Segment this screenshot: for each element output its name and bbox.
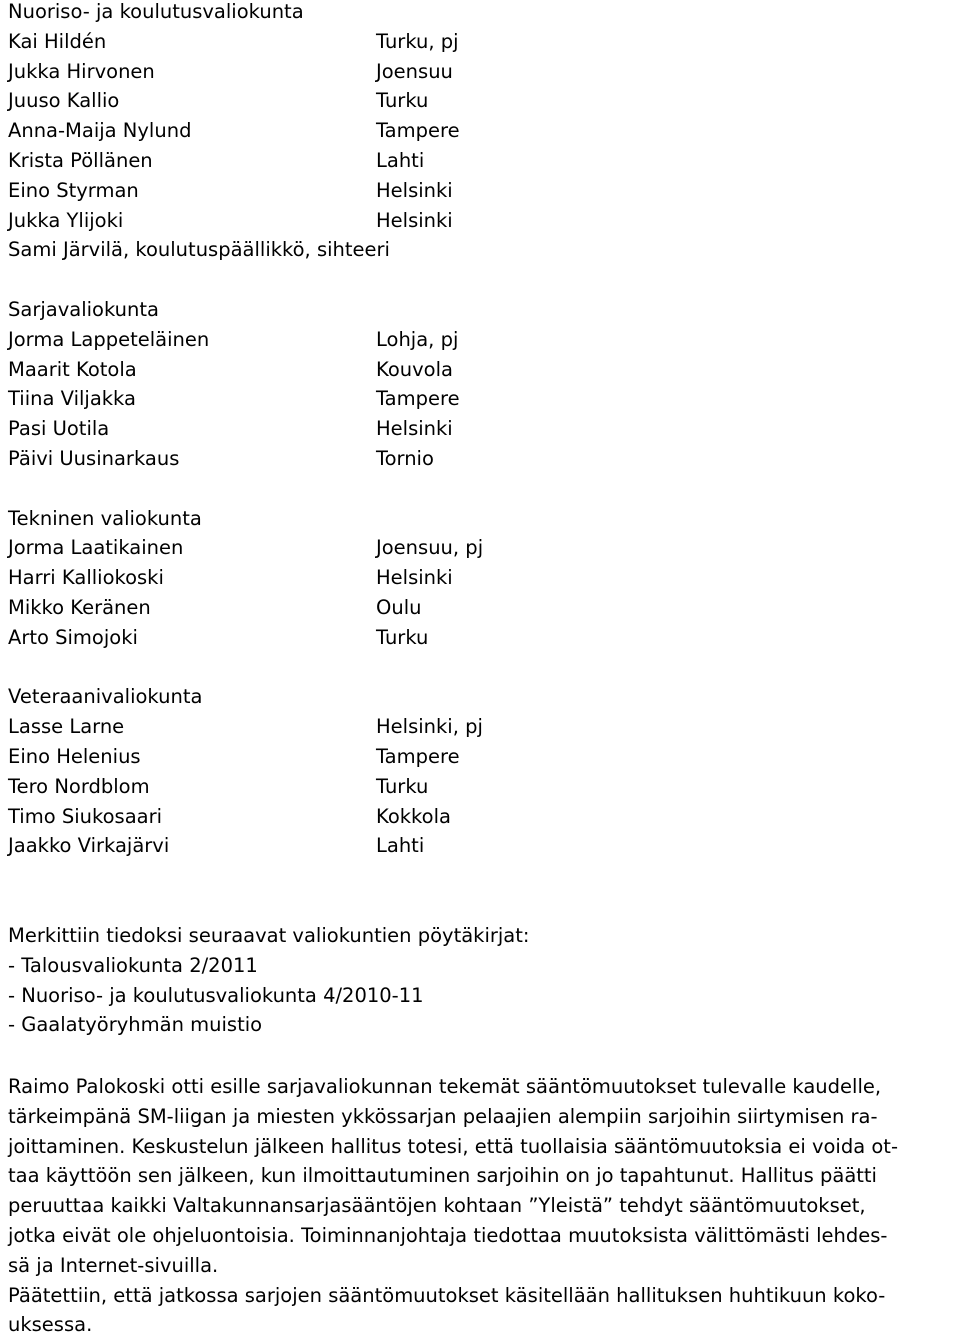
member-city: Helsinki [376,566,453,590]
member-name: Jukka Hirvonen [8,59,155,83]
paragraph-line: joittaminen. Keskustelun jälkeen hallitus totesi, että tuollaisia sääntömuutoksia ei voida ot- [8,1134,898,1158]
member-row [8,712,948,742]
member-row [8,623,948,653]
member-name: Päivi Uusinarkaus [8,447,180,470]
paragraph-line: sä ja Internet-sivuilla. [8,1253,219,1277]
member-row [8,742,948,772]
member-name: Jorma Laatikainen [8,536,184,560]
member-name: Arto Simojoki [8,625,138,649]
member-city: Kouvola [376,357,453,381]
member-name: Tero Nordblom [8,774,150,798]
member-city: Helsinki [376,208,453,232]
member-city: Turku [376,89,429,113]
minutes-item: - Talousvaliokunta 2/2011 [8,953,258,977]
paragraph-line: tärkeimpänä SM-liigan ja miesten ykkössarjan pelaajien alempiin sarjoihin siirtymisen ra- [8,1104,878,1128]
member-city: Turku [376,625,429,649]
member-name: Timo Siukosaari [8,804,163,828]
member-city: Lahti [376,834,425,858]
committee-title: Sarjavaliokunta [8,298,159,321]
member-row [8,176,948,206]
member-name: Mikko Keränen [8,596,151,619]
member-row [8,57,948,87]
member-city: Helsinki [376,417,453,441]
member-name: Juuso Kallio [8,89,120,113]
body-paragraph [8,1072,950,1281]
paragraph-line: Raimo Palokoski otti esille sarjavaliokunnan tekemät sääntömuutokset tulevalle kaudelle, [8,1075,882,1098]
member-name: Jorma Lappeteläinen [8,327,210,351]
member-city: Turku [376,774,429,798]
member-name: Maarit Kotola [8,357,137,381]
member-row [8,533,948,563]
member-row [8,444,948,474]
member-name: Krista Pöllänen [8,149,153,172]
member-row [8,384,948,414]
member-city: Tampere [376,119,460,143]
member-row [8,206,948,236]
minutes-item: - Gaalatyöryhmän muistio [8,1013,263,1037]
committee-title: Veteraanivaliokunta [8,685,203,709]
member-row [8,593,948,623]
member-name: Pasi Uotila [8,417,110,441]
member-row [8,414,948,444]
member-city: Kokkola [376,804,451,828]
member-row [8,116,948,146]
member-row [8,772,948,802]
member-row [8,831,948,861]
minutes-intro: Merkittiin tiedoksi seuraavat valiokuntien pöytäkirjat: [8,924,530,947]
member-city: Tornio [376,447,434,470]
member-city: Helsinki [376,178,453,202]
member-city: Lahti [376,149,425,172]
member-row [8,146,948,176]
committee-title: Tekninen valiokunta [8,506,202,530]
member-name: Harri Kalliokoski [8,566,164,590]
member-name: Kai Hildén [8,29,107,53]
paragraph-line: taa käyttöön sen jälkeen, kun ilmoittautuminen sarjoihin on jo tapahtunut. Hallitus päätti [8,1164,877,1188]
member-name: Lasse Larne [8,715,125,739]
member-row [8,802,948,832]
committee-secretary: Sami Järvilä, koulutuspäällikkö, sihteeri [8,238,390,262]
member-name: Anna-Maija Nylund [8,119,192,143]
committee-title: Nuoriso- ja koulutusvaliokunta [8,0,304,23]
member-name: Jaakko Virkajärvi [8,834,170,858]
paragraph-line: jotka eivät ole ohjeluontoisia. Toiminnanjohtaja tiedottaa muutoksista välittömästi lehdes- [8,1223,888,1247]
member-city: Tampere [376,387,460,411]
member-city: Lohja, pj [376,327,459,351]
member-row [8,86,948,116]
member-name: Jukka Ylijoki [8,208,124,232]
member-row [8,27,948,57]
member-name: Eino Helenius [8,745,141,768]
paragraph-line: peruuttaa kaikki Valtakunnansarjasääntöjen kohtaan ”Yleistä” tehdyt sääntömuutokset, [8,1194,866,1218]
paragraph-line: Päätettiin, että jatkossa sarjojen sääntömuutokset käsitellään hallituksen huhtikuun koko- [8,1283,886,1307]
member-city: Helsinki, pj [376,715,483,739]
member-city: Joensuu, pj [376,536,484,560]
member-name: Eino Styrman [8,178,139,202]
member-city: Tampere [376,745,460,768]
member-row [8,325,948,355]
minutes-item: - Nuoriso- ja koulutusvaliokunta 4/2010-11 [8,983,424,1007]
body-paragraph [8,1281,950,1340]
member-city: Turku, pj [376,29,459,53]
member-name: Tiina Viljakka [8,387,136,411]
member-city: Joensuu [376,59,453,83]
paragraph-line: uksessa. [8,1313,93,1337]
member-row [8,355,948,385]
member-row [8,563,948,593]
member-city: Oulu [376,596,422,619]
